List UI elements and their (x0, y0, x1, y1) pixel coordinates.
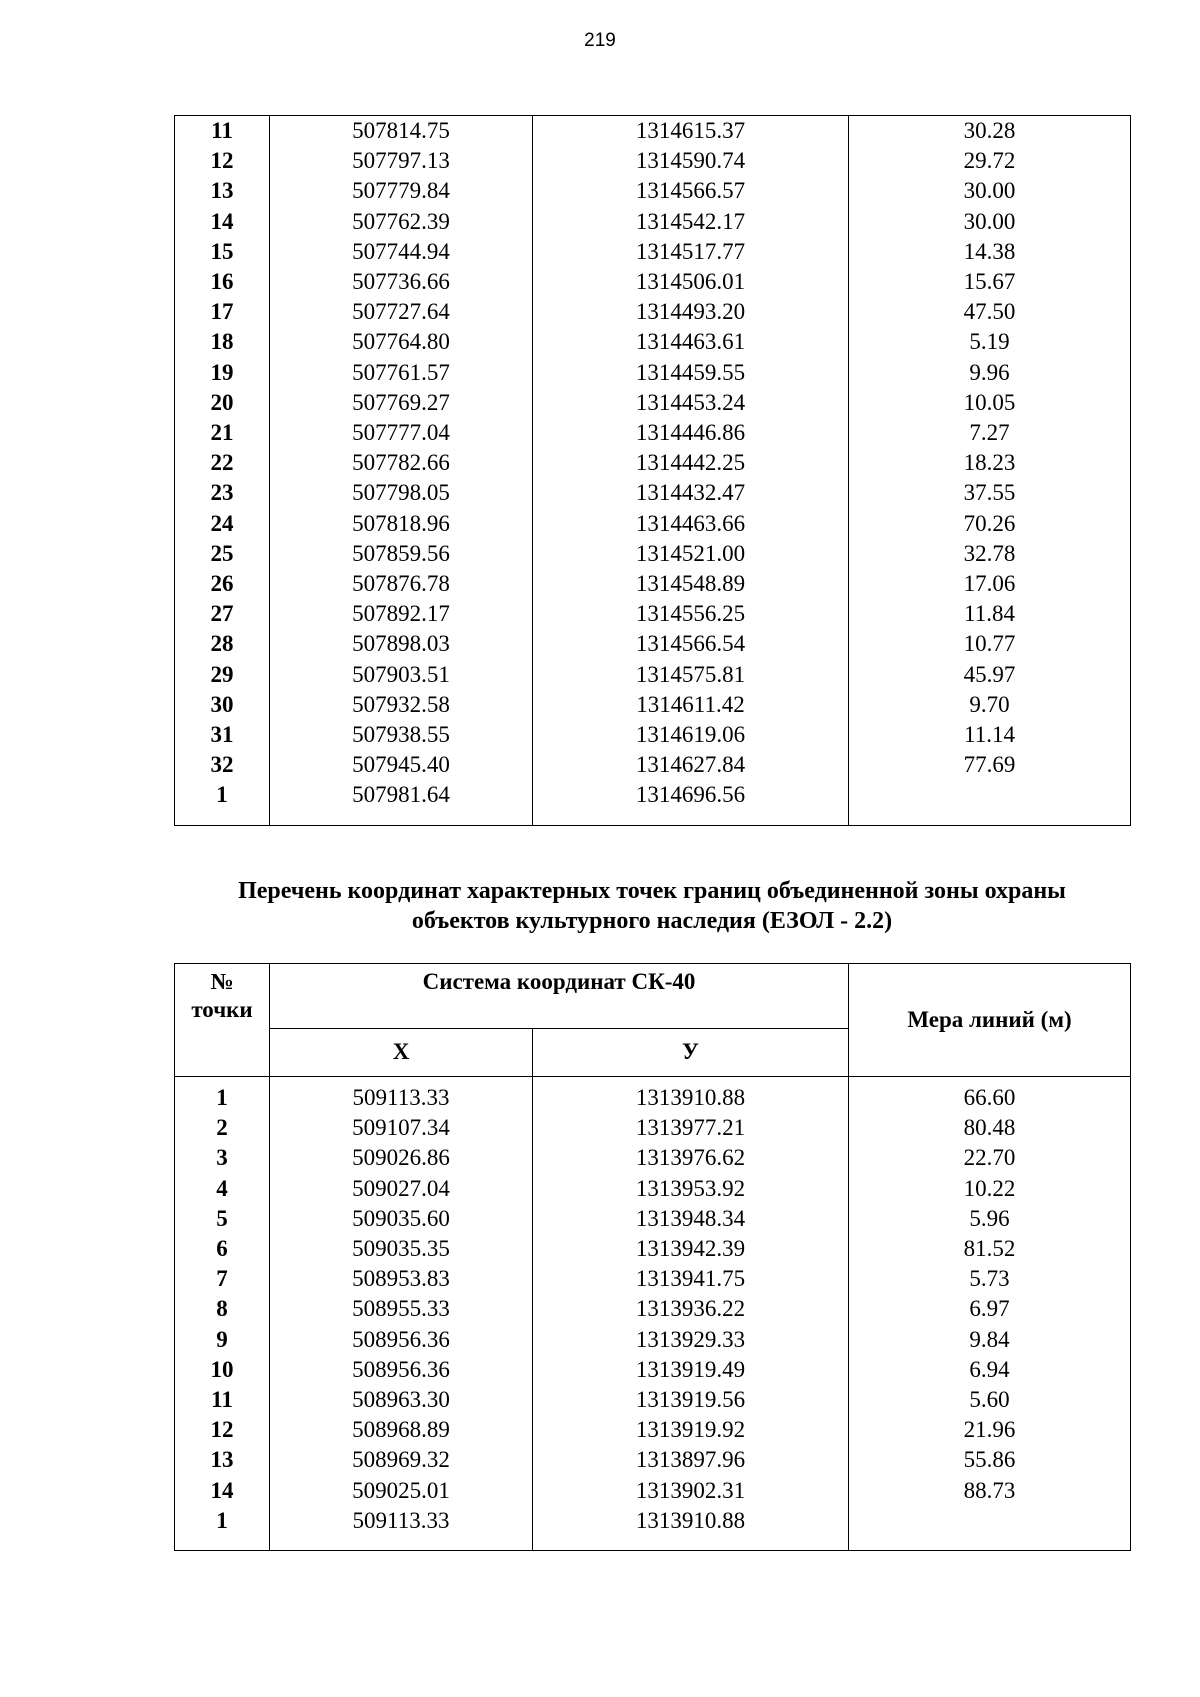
y-coordinate-cell: 1313910.88 (533, 1506, 849, 1536)
line-length-cell: 32.78 (849, 539, 1131, 569)
table-row (175, 1204, 1131, 1234)
point-number-cell: 15 (175, 237, 270, 267)
x-coordinate-cell: 507769.27 (270, 388, 533, 418)
x-coordinate-cell: 507818.96 (270, 509, 533, 539)
point-number-cell: 1 (175, 1506, 270, 1536)
line-length-cell: 9.96 (849, 358, 1131, 388)
table-row (175, 1355, 1131, 1385)
x-coordinate-cell: 507981.64 (270, 780, 533, 810)
table-bottom-padding (175, 1536, 1131, 1551)
point-number-cell: 22 (175, 448, 270, 478)
line-length-cell: 15.67 (849, 267, 1131, 297)
line-length-cell: 5.96 (849, 1204, 1131, 1234)
y-coordinate-cell: 1313910.88 (533, 1077, 849, 1114)
padding-cell (849, 1536, 1131, 1551)
point-number-cell: 16 (175, 267, 270, 297)
x-coordinate-cell: 507779.84 (270, 176, 533, 206)
point-number-cell: 32 (175, 750, 270, 780)
table-row (175, 750, 1131, 780)
line-length-cell: 14.38 (849, 237, 1131, 267)
x-coordinate-cell: 509113.33 (270, 1506, 533, 1536)
padding-cell (533, 811, 849, 826)
x-coordinate-cell: 507744.94 (270, 237, 533, 267)
table-row (175, 690, 1131, 720)
x-coordinate-cell: 508963.30 (270, 1385, 533, 1415)
point-number-cell: 2 (175, 1113, 270, 1143)
point-number-cell: 8 (175, 1294, 270, 1324)
x-coordinate-cell: 509026.86 (270, 1143, 533, 1173)
x-coordinate-cell: 507727.64 (270, 297, 533, 327)
line-length-cell: 11.84 (849, 599, 1131, 629)
padding-cell (175, 811, 270, 826)
table-row (175, 599, 1131, 629)
table-header (175, 964, 1131, 1077)
y-coordinate-cell: 1314446.86 (533, 418, 849, 448)
x-coordinate-cell: 507859.56 (270, 539, 533, 569)
line-length-cell: 70.26 (849, 509, 1131, 539)
line-length-cell: 7.27 (849, 418, 1131, 448)
table-row (175, 629, 1131, 659)
table-row (175, 237, 1131, 267)
point-number-cell: 3 (175, 1143, 270, 1173)
line-length-cell: 5.60 (849, 1385, 1131, 1415)
line-length-cell (849, 1506, 1131, 1536)
point-number-cell: 11 (175, 116, 270, 147)
table-row (175, 418, 1131, 448)
ezol-2-2-coordinates-table (174, 963, 1131, 1551)
y-coordinate-cell: 1314575.81 (533, 660, 849, 690)
x-coordinate-cell: 508969.32 (270, 1445, 533, 1475)
table-row (175, 1234, 1131, 1264)
line-length-cell: 11.14 (849, 720, 1131, 750)
point-number-cell: 29 (175, 660, 270, 690)
table-row (175, 207, 1131, 237)
line-length-cell: 6.97 (849, 1294, 1131, 1324)
point-number-cell: 6 (175, 1234, 270, 1264)
x-coordinate-cell: 507798.05 (270, 478, 533, 508)
point-number-cell: 14 (175, 207, 270, 237)
point-number-cell: 12 (175, 1415, 270, 1445)
point-number-cell: 17 (175, 297, 270, 327)
point-number-cell: 18 (175, 327, 270, 357)
point-number-cell: 5 (175, 1204, 270, 1234)
table-row (175, 358, 1131, 388)
table-row (175, 478, 1131, 508)
line-length-cell: 5.73 (849, 1264, 1131, 1294)
x-coordinate-cell: 508955.33 (270, 1294, 533, 1324)
y-coordinate-cell: 1314506.01 (533, 267, 849, 297)
point-number-cell: 28 (175, 629, 270, 659)
point-number-header-line-1: № (210, 969, 234, 994)
table-row (175, 539, 1131, 569)
x-coordinate-cell: 507814.75 (270, 116, 533, 147)
table-bottom-padding (175, 811, 1131, 826)
ezol-table-body (175, 1077, 1131, 1551)
y-coordinate-cell: 1314556.25 (533, 599, 849, 629)
table-row (175, 1385, 1131, 1415)
heading-line-2: объектов культурного наследия (ЕЗОЛ - 2.2) (411, 908, 893, 934)
line-length-cell: 55.86 (849, 1445, 1131, 1475)
x-coordinate-cell: 507945.40 (270, 750, 533, 780)
x-coordinate-cell: 507777.04 (270, 418, 533, 448)
point-number-cell: 26 (175, 569, 270, 599)
line-length-cell (849, 780, 1131, 810)
line-length-cell: 30.28 (849, 116, 1131, 147)
y-coordinate-cell: 1314548.89 (533, 569, 849, 599)
y-coordinate-cell: 1313953.92 (533, 1174, 849, 1204)
table-row (175, 448, 1131, 478)
x-coordinate-cell: 508968.89 (270, 1415, 533, 1445)
table-row (175, 388, 1131, 418)
table-row (175, 327, 1131, 357)
table-row (175, 1445, 1131, 1475)
y-coordinate-cell: 1313902.31 (533, 1476, 849, 1506)
y-coordinate-cell: 1314432.47 (533, 478, 849, 508)
x-coordinate-cell: 509035.35 (270, 1234, 533, 1264)
table-row (175, 1113, 1131, 1143)
line-length-cell: 45.97 (849, 660, 1131, 690)
point-number-header-line-2: точки (191, 997, 253, 1022)
line-length-cell: 5.19 (849, 327, 1131, 357)
section-heading (174, 876, 1130, 936)
table-row (175, 1174, 1131, 1204)
x-column-header: Х (270, 1029, 533, 1077)
line-length-cell: 22.70 (849, 1143, 1131, 1173)
padding-cell (270, 811, 533, 826)
y-coordinate-cell: 1314590.74 (533, 146, 849, 176)
line-length-cell: 80.48 (849, 1113, 1131, 1143)
y-coordinate-cell: 1314442.25 (533, 448, 849, 478)
padding-cell (175, 1536, 270, 1551)
line-length-cell: 77.69 (849, 750, 1131, 780)
line-length-cell: 47.50 (849, 297, 1131, 327)
line-length-cell: 10.22 (849, 1174, 1131, 1204)
point-number-cell: 19 (175, 358, 270, 388)
x-coordinate-cell: 507797.13 (270, 146, 533, 176)
y-coordinate-cell: 1314463.66 (533, 509, 849, 539)
y-coordinate-cell: 1313941.75 (533, 1264, 849, 1294)
x-coordinate-cell: 507764.80 (270, 327, 533, 357)
point-number-cell: 23 (175, 478, 270, 508)
line-length-cell: 30.00 (849, 176, 1131, 206)
point-number-cell: 13 (175, 176, 270, 206)
x-coordinate-cell: 508956.36 (270, 1355, 533, 1385)
line-length-cell: 88.73 (849, 1476, 1131, 1506)
y-coordinate-cell: 1314611.42 (533, 690, 849, 720)
x-coordinate-cell: 507938.55 (270, 720, 533, 750)
table-row (175, 146, 1131, 176)
table-row (175, 1294, 1131, 1324)
y-column-header: У (533, 1029, 849, 1077)
line-length-cell: 17.06 (849, 569, 1131, 599)
table-row (175, 176, 1131, 206)
table-row (175, 1506, 1131, 1536)
point-number-header (175, 964, 270, 1077)
table-row (175, 569, 1131, 599)
x-coordinate-cell: 509035.60 (270, 1204, 533, 1234)
x-coordinate-cell: 509113.33 (270, 1077, 533, 1114)
x-coordinate-cell: 507762.39 (270, 207, 533, 237)
line-length-cell: 10.05 (849, 388, 1131, 418)
point-number-cell: 1 (175, 780, 270, 810)
table-row (175, 720, 1131, 750)
point-number-cell: 1 (175, 1077, 270, 1114)
line-length-cell: 37.55 (849, 478, 1131, 508)
y-coordinate-cell: 1313919.56 (533, 1385, 849, 1415)
y-coordinate-cell: 1314566.57 (533, 176, 849, 206)
line-length-cell: 9.84 (849, 1325, 1131, 1355)
table-row (175, 1415, 1131, 1445)
y-coordinate-cell: 1313897.96 (533, 1445, 849, 1475)
table-row (175, 1325, 1131, 1355)
y-coordinate-cell: 1314493.20 (533, 297, 849, 327)
padding-cell (533, 1536, 849, 1551)
point-number-cell: 9 (175, 1325, 270, 1355)
line-length-cell: 10.77 (849, 629, 1131, 659)
y-coordinate-cell: 1314619.06 (533, 720, 849, 750)
x-coordinate-cell: 508953.83 (270, 1264, 533, 1294)
y-coordinate-cell: 1313977.21 (533, 1113, 849, 1143)
y-coordinate-cell: 1313919.92 (533, 1415, 849, 1445)
y-coordinate-cell: 1314459.55 (533, 358, 849, 388)
y-coordinate-cell: 1313942.39 (533, 1234, 849, 1264)
x-coordinate-cell: 507782.66 (270, 448, 533, 478)
coordinates-table-body (175, 116, 1131, 826)
point-number-cell: 12 (175, 146, 270, 176)
y-coordinate-cell: 1314615.37 (533, 116, 849, 147)
table-row (175, 1264, 1131, 1294)
y-coordinate-cell: 1314566.54 (533, 629, 849, 659)
x-coordinate-cell: 507932.58 (270, 690, 533, 720)
line-length-cell: 81.52 (849, 1234, 1131, 1264)
point-number-cell: 20 (175, 388, 270, 418)
y-coordinate-cell: 1314627.84 (533, 750, 849, 780)
table-row (175, 509, 1131, 539)
x-coordinate-cell: 507876.78 (270, 569, 533, 599)
point-number-cell: 21 (175, 418, 270, 448)
table-row (175, 1476, 1131, 1506)
y-coordinate-cell: 1313936.22 (533, 1294, 849, 1324)
point-number-cell: 30 (175, 690, 270, 720)
point-number-cell: 25 (175, 539, 270, 569)
table-row (175, 1143, 1131, 1173)
x-coordinate-cell: 507903.51 (270, 660, 533, 690)
x-coordinate-cell: 507892.17 (270, 599, 533, 629)
table-row (175, 1077, 1131, 1114)
line-length-cell: 29.72 (849, 146, 1131, 176)
line-length-cell: 66.60 (849, 1077, 1131, 1114)
line-length-cell: 21.96 (849, 1415, 1131, 1445)
table-row (175, 780, 1131, 810)
line-length-cell: 18.23 (849, 448, 1131, 478)
line-length-header: Мера линий (м) (849, 964, 1131, 1077)
x-coordinate-cell: 509107.34 (270, 1113, 533, 1143)
y-coordinate-cell: 1314521.00 (533, 539, 849, 569)
y-coordinate-cell: 1314517.77 (533, 237, 849, 267)
point-number-cell: 11 (175, 1385, 270, 1415)
point-number-cell: 4 (175, 1174, 270, 1204)
coordinates-table-continued (174, 115, 1131, 826)
point-number-cell: 10 (175, 1355, 270, 1385)
x-coordinate-cell: 508956.36 (270, 1325, 533, 1355)
y-coordinate-cell: 1313919.49 (533, 1355, 849, 1385)
point-number-cell: 24 (175, 509, 270, 539)
line-length-cell: 30.00 (849, 207, 1131, 237)
coordinate-system-header: Система координат СК-40 (270, 964, 849, 1029)
line-length-cell: 6.94 (849, 1355, 1131, 1385)
point-number-cell: 31 (175, 720, 270, 750)
point-number-cell: 13 (175, 1445, 270, 1475)
x-coordinate-cell: 509027.04 (270, 1174, 533, 1204)
table-row (175, 267, 1131, 297)
padding-cell (270, 1536, 533, 1551)
point-number-cell: 7 (175, 1264, 270, 1294)
x-coordinate-cell: 507736.66 (270, 267, 533, 297)
point-number-cell: 14 (175, 1476, 270, 1506)
y-coordinate-cell: 1313929.33 (533, 1325, 849, 1355)
x-coordinate-cell: 509025.01 (270, 1476, 533, 1506)
y-coordinate-cell: 1314542.17 (533, 207, 849, 237)
table-row (175, 116, 1131, 147)
y-coordinate-cell: 1313976.62 (533, 1143, 849, 1173)
table-row (175, 297, 1131, 327)
heading-line-1: Перечень координат характерных точек границ объединенной зоны охраны (238, 878, 1066, 904)
y-coordinate-cell: 1314696.56 (533, 780, 849, 810)
line-length-cell: 9.70 (849, 690, 1131, 720)
padding-cell (849, 811, 1131, 826)
point-number-cell: 27 (175, 599, 270, 629)
x-coordinate-cell: 507898.03 (270, 629, 533, 659)
page-number: 219 (584, 30, 616, 51)
y-coordinate-cell: 1313948.34 (533, 1204, 849, 1234)
y-coordinate-cell: 1314453.24 (533, 388, 849, 418)
y-coordinate-cell: 1314463.61 (533, 327, 849, 357)
x-coordinate-cell: 507761.57 (270, 358, 533, 388)
table-row (175, 660, 1131, 690)
